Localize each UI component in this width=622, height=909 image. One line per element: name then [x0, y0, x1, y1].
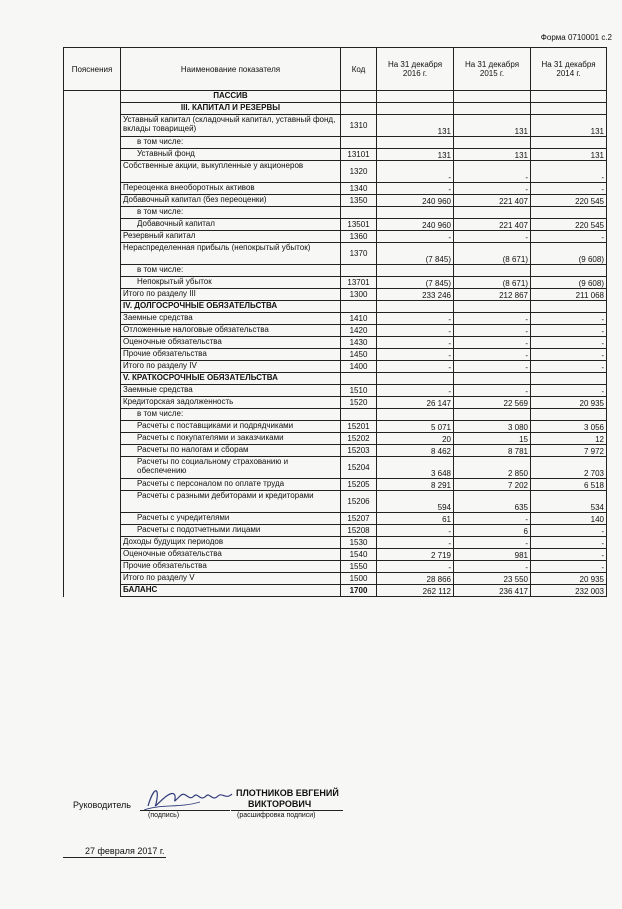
value-cell: [377, 103, 454, 115]
signature-line: [140, 810, 230, 811]
value-2015: -: [454, 161, 531, 183]
row-name: Заемные средства: [121, 385, 341, 397]
value-cell: [454, 301, 531, 313]
value-cell: [531, 91, 607, 103]
value-2014: 131: [531, 149, 607, 161]
table-row: [64, 137, 607, 149]
value-2014: [531, 137, 607, 149]
table-row: [64, 243, 607, 265]
notes-cell: [64, 549, 121, 561]
value-2016: -: [377, 349, 454, 361]
value-cell: [531, 373, 607, 385]
row-code: 15206: [341, 491, 377, 513]
report-date: 27 февраля 2017 г.: [85, 846, 165, 856]
row-name: Расчеты с поставщиками и подрядчиками: [121, 421, 341, 433]
notes-cell: [64, 361, 121, 373]
signer-name-line2: ВИКТОРОВИЧ: [248, 799, 312, 809]
header-2015: На 31 декабря 2015 г.: [454, 48, 531, 91]
table-row: [64, 183, 607, 195]
section-title: IV. ДОЛГОСРОЧНЫЕ ОБЯЗАТЕЛЬСТВА: [121, 301, 341, 313]
row-name: Оценочные обязательства: [121, 549, 341, 561]
value-2015: 236 417: [454, 585, 531, 597]
row-name: Добавочный капитал: [121, 219, 341, 231]
value-2016: 131: [377, 149, 454, 161]
value-2015: 15: [454, 433, 531, 445]
header-name: Наименование показателя: [121, 48, 341, 91]
table-row: [64, 457, 607, 479]
value-2015: 131: [454, 149, 531, 161]
row-code: 1540: [341, 549, 377, 561]
row-name: Итого по разделу IV: [121, 361, 341, 373]
value-2016: [377, 409, 454, 421]
row-code: 1400: [341, 361, 377, 373]
notes-cell: [64, 301, 121, 313]
header-notes: Пояснения: [64, 48, 121, 91]
value-2015: -: [454, 313, 531, 325]
value-2016: 240 960: [377, 195, 454, 207]
signature-caption: (подпись): [148, 812, 180, 819]
value-2016: -: [377, 337, 454, 349]
value-2016: (7 845): [377, 243, 454, 265]
table-row: [64, 491, 607, 513]
value-2014: 211 068: [531, 289, 607, 301]
value-2015: -: [454, 513, 531, 525]
value-2016: 131: [377, 115, 454, 137]
row-name: Расчеты по налогам и сборам: [121, 445, 341, 457]
row-code: 15207: [341, 513, 377, 525]
notes-cell: [64, 183, 121, 195]
row-code: 1360: [341, 231, 377, 243]
value-2014: -: [531, 361, 607, 373]
value-2015: 212 867: [454, 289, 531, 301]
value-2016: -: [377, 537, 454, 549]
row-name: Оценочные обязательства: [121, 337, 341, 349]
value-2014: -: [531, 337, 607, 349]
row-code: 1500: [341, 573, 377, 585]
row-code: 1450: [341, 349, 377, 361]
value-2015: 8 781: [454, 445, 531, 457]
value-2016: -: [377, 161, 454, 183]
row-name: в том числе:: [121, 207, 341, 219]
value-2015: 22 569: [454, 397, 531, 409]
row-code: 1340: [341, 183, 377, 195]
section-title: III. КАПИТАЛ И РЕЗЕРВЫ: [121, 103, 341, 115]
value-2015: 635: [454, 491, 531, 513]
value-2014: (9 608): [531, 243, 607, 265]
row-code: 1410: [341, 313, 377, 325]
value-2014: 220 545: [531, 219, 607, 231]
value-2015: -: [454, 537, 531, 549]
value-2015: -: [454, 337, 531, 349]
value-2015: 2 850: [454, 457, 531, 479]
value-2016: -: [377, 385, 454, 397]
value-2016: 2 719: [377, 549, 454, 561]
notes-cell: [64, 561, 121, 573]
row-name: БАЛАНС: [121, 585, 341, 597]
row-code: 1420: [341, 325, 377, 337]
row-name: Доходы будущих периодов: [121, 537, 341, 549]
value-2016: 594: [377, 491, 454, 513]
value-2014: -: [531, 325, 607, 337]
value-2014: -: [531, 231, 607, 243]
table-row: [64, 115, 607, 137]
code-cell: [341, 373, 377, 385]
value-2016: 3 648: [377, 457, 454, 479]
value-2015: -: [454, 361, 531, 373]
notes-cell: [64, 103, 121, 115]
value-2016: [377, 207, 454, 219]
notes-cell: [64, 373, 121, 385]
notes-cell: [64, 243, 121, 265]
table-row: [64, 161, 607, 183]
value-2015: [454, 265, 531, 277]
notes-cell: [64, 445, 121, 457]
value-2015: (8 671): [454, 243, 531, 265]
row-code: 1350: [341, 195, 377, 207]
value-2016: -: [377, 231, 454, 243]
code-cell: [341, 103, 377, 115]
value-2015: 7 202: [454, 479, 531, 491]
notes-cell: [64, 409, 121, 421]
header-code: Код: [341, 48, 377, 91]
table-row: [64, 325, 607, 337]
row-code: 15205: [341, 479, 377, 491]
signer-name-line1: ПЛОТНИКОВ ЕВГЕНИЙ: [236, 788, 339, 798]
value-2015: -: [454, 561, 531, 573]
date-line: [63, 857, 166, 858]
table-row: [64, 537, 607, 549]
row-code: [341, 265, 377, 277]
notes-cell: [64, 513, 121, 525]
value-2014: -: [531, 385, 607, 397]
value-2014: 534: [531, 491, 607, 513]
value-2014: 3 056: [531, 421, 607, 433]
notes-cell: [64, 149, 121, 161]
table-body: [64, 91, 607, 597]
row-code: 1430: [341, 337, 377, 349]
table-row: [64, 349, 607, 361]
row-name: Уставный фонд: [121, 149, 341, 161]
notes-cell: [64, 349, 121, 361]
notes-cell: [64, 195, 121, 207]
row-name: Переоценка внеоборотных активов: [121, 183, 341, 195]
row-code: [341, 207, 377, 219]
value-2015: [454, 409, 531, 421]
value-2014: -: [531, 161, 607, 183]
value-2014: 7 972: [531, 445, 607, 457]
notes-cell: [64, 313, 121, 325]
table-row: [64, 149, 607, 161]
value-2014: 20 935: [531, 397, 607, 409]
value-2014: -: [531, 183, 607, 195]
section-title: ПАССИВ: [121, 91, 341, 103]
notes-cell: [64, 277, 121, 289]
value-2016: 61: [377, 513, 454, 525]
value-2014: -: [531, 525, 607, 537]
value-2014: [531, 207, 607, 219]
code-cell: [341, 91, 377, 103]
row-name: Итого по разделу III: [121, 289, 341, 301]
form-code: Форма 0710001 с.2: [540, 33, 612, 42]
name-line: [231, 810, 343, 811]
row-name: Прочие обязательства: [121, 561, 341, 573]
value-2016: -: [377, 525, 454, 537]
row-code: 1550: [341, 561, 377, 573]
value-2015: 131: [454, 115, 531, 137]
table-row: [64, 549, 607, 561]
value-2016: 8 291: [377, 479, 454, 491]
notes-cell: [64, 115, 121, 137]
value-2016: 20: [377, 433, 454, 445]
value-2015: 6: [454, 525, 531, 537]
table-row: [64, 313, 607, 325]
value-2015: -: [454, 325, 531, 337]
table-row: [64, 397, 607, 409]
value-2016: -: [377, 561, 454, 573]
value-2015: 981: [454, 549, 531, 561]
table-row: [64, 265, 607, 277]
value-2016: (7 845): [377, 277, 454, 289]
value-2015: -: [454, 231, 531, 243]
value-2015: 221 407: [454, 219, 531, 231]
row-code: 13701: [341, 277, 377, 289]
row-code: 15204: [341, 457, 377, 479]
table-row: [64, 513, 607, 525]
value-cell: [454, 373, 531, 385]
row-name: Непокрытый убыток: [121, 277, 341, 289]
row-name: Расчеты с учредителями: [121, 513, 341, 525]
table-row: [64, 231, 607, 243]
row-name: Кредиторская задолженность: [121, 397, 341, 409]
notes-cell: [64, 91, 121, 103]
value-2015: -: [454, 385, 531, 397]
row-name: Расчеты с покупателями и заказчиками: [121, 433, 341, 445]
value-cell: [531, 301, 607, 313]
value-2016: 8 462: [377, 445, 454, 457]
row-name: в том числе:: [121, 409, 341, 421]
table-row: [64, 361, 607, 373]
value-cell: [531, 103, 607, 115]
value-2016: 5 071: [377, 421, 454, 433]
balance-table: [63, 47, 607, 597]
table-row: [64, 409, 607, 421]
row-name: в том числе:: [121, 137, 341, 149]
table-row: [64, 207, 607, 219]
row-name: Отложенные налоговые обязательства: [121, 325, 341, 337]
notes-cell: [64, 573, 121, 585]
value-2016: 240 960: [377, 219, 454, 231]
table-row: [64, 585, 607, 597]
row-code: 1300: [341, 289, 377, 301]
notes-cell: [64, 161, 121, 183]
notes-cell: [64, 337, 121, 349]
notes-cell: [64, 491, 121, 513]
value-2016: -: [377, 183, 454, 195]
value-2015: -: [454, 183, 531, 195]
value-2014: 220 545: [531, 195, 607, 207]
value-cell: [377, 373, 454, 385]
notes-cell: [64, 397, 121, 409]
value-2016: [377, 265, 454, 277]
notes-cell: [64, 421, 121, 433]
value-2014: 20 935: [531, 573, 607, 585]
row-name: Заемные средства: [121, 313, 341, 325]
table-row: [64, 479, 607, 491]
notes-cell: [64, 585, 121, 597]
row-code: 1310: [341, 115, 377, 137]
row-name: Собственные акции, выкупленные у акционеров: [121, 161, 341, 183]
table-row: [64, 421, 607, 433]
table-row: [64, 289, 607, 301]
code-cell: [341, 301, 377, 313]
notes-cell: [64, 325, 121, 337]
notes-cell: [64, 207, 121, 219]
table-row: [64, 561, 607, 573]
value-2014: (9 608): [531, 277, 607, 289]
notes-cell: [64, 137, 121, 149]
name-caption: (расшифровка подписи): [237, 812, 316, 819]
value-2015: 221 407: [454, 195, 531, 207]
row-code: 1530: [341, 537, 377, 549]
table-row: [64, 445, 607, 457]
value-2016: -: [377, 325, 454, 337]
value-2015: (8 671): [454, 277, 531, 289]
row-code: 15208: [341, 525, 377, 537]
value-2014: 232 003: [531, 585, 607, 597]
value-2015: 3 080: [454, 421, 531, 433]
row-name: Прочие обязательства: [121, 349, 341, 361]
row-name: Уставный капитал (складочный капитал, уставный фонд, вклады товарищей): [121, 115, 341, 137]
row-name: Итого по разделу V: [121, 573, 341, 585]
row-name: Нераспределенная прибыль (непокрытый убыток): [121, 243, 341, 265]
value-2016: 28 866: [377, 573, 454, 585]
value-2016: 262 112: [377, 585, 454, 597]
row-code: 15201: [341, 421, 377, 433]
value-2014: 12: [531, 433, 607, 445]
value-2014: 131: [531, 115, 607, 137]
value-2015: -: [454, 349, 531, 361]
row-name: в том числе:: [121, 265, 341, 277]
header-2016: На 31 декабря 2016 г.: [377, 48, 454, 91]
row-code: 15203: [341, 445, 377, 457]
table-row: [64, 525, 607, 537]
table-row: [64, 385, 607, 397]
notes-cell: [64, 457, 121, 479]
row-code: 1510: [341, 385, 377, 397]
notes-cell: [64, 385, 121, 397]
value-2014: -: [531, 561, 607, 573]
notes-cell: [64, 537, 121, 549]
value-cell: [377, 301, 454, 313]
notes-cell: [64, 219, 121, 231]
value-cell: [454, 91, 531, 103]
value-2014: [531, 409, 607, 421]
value-2015: [454, 137, 531, 149]
row-code: [341, 137, 377, 149]
row-name: Резервный капитал: [121, 231, 341, 243]
value-2014: 2 703: [531, 457, 607, 479]
value-2015: [454, 207, 531, 219]
value-2015: 23 550: [454, 573, 531, 585]
value-2016: -: [377, 361, 454, 373]
row-code: 1320: [341, 161, 377, 183]
row-code: 13101: [341, 149, 377, 161]
row-name: Добавочный капитал (без переоценки): [121, 195, 341, 207]
value-2014: -: [531, 537, 607, 549]
value-cell: [454, 103, 531, 115]
value-2014: -: [531, 349, 607, 361]
row-name: Расчеты с подотчетными лицами: [121, 525, 341, 537]
row-name: Расчеты с разными дебиторами и кредиторами: [121, 491, 341, 513]
row-code: [341, 409, 377, 421]
value-cell: [377, 91, 454, 103]
value-2016: [377, 137, 454, 149]
row-code: 1370: [341, 243, 377, 265]
value-2014: -: [531, 313, 607, 325]
role-label: Руководитель: [73, 800, 131, 810]
header-2014: На 31 декабря 2014 г.: [531, 48, 607, 91]
value-2016: 233 246: [377, 289, 454, 301]
value-2014: 6 518: [531, 479, 607, 491]
row-name: Расчеты с персоналом по оплате труда: [121, 479, 341, 491]
table-row: [64, 433, 607, 445]
notes-cell: [64, 265, 121, 277]
row-code: 15202: [341, 433, 377, 445]
notes-cell: [64, 433, 121, 445]
notes-cell: [64, 479, 121, 491]
table-row: [64, 219, 607, 231]
table-row: [64, 573, 607, 585]
row-code: 1700: [341, 585, 377, 597]
table-row: [64, 337, 607, 349]
notes-cell: [64, 289, 121, 301]
value-2014: 140: [531, 513, 607, 525]
row-name: Расчеты по социальному страхованию и обеспечению: [121, 457, 341, 479]
row-code: 13501: [341, 219, 377, 231]
section-title: V. КРАТКОСРОЧНЫЕ ОБЯЗАТЕЛЬСТВА: [121, 373, 341, 385]
value-2014: [531, 265, 607, 277]
row-code: 1520: [341, 397, 377, 409]
value-2016: -: [377, 313, 454, 325]
notes-cell: [64, 525, 121, 537]
table-row: [64, 195, 607, 207]
value-2016: 26 147: [377, 397, 454, 409]
notes-cell: [64, 231, 121, 243]
table-row: [64, 277, 607, 289]
value-2014: -: [531, 549, 607, 561]
